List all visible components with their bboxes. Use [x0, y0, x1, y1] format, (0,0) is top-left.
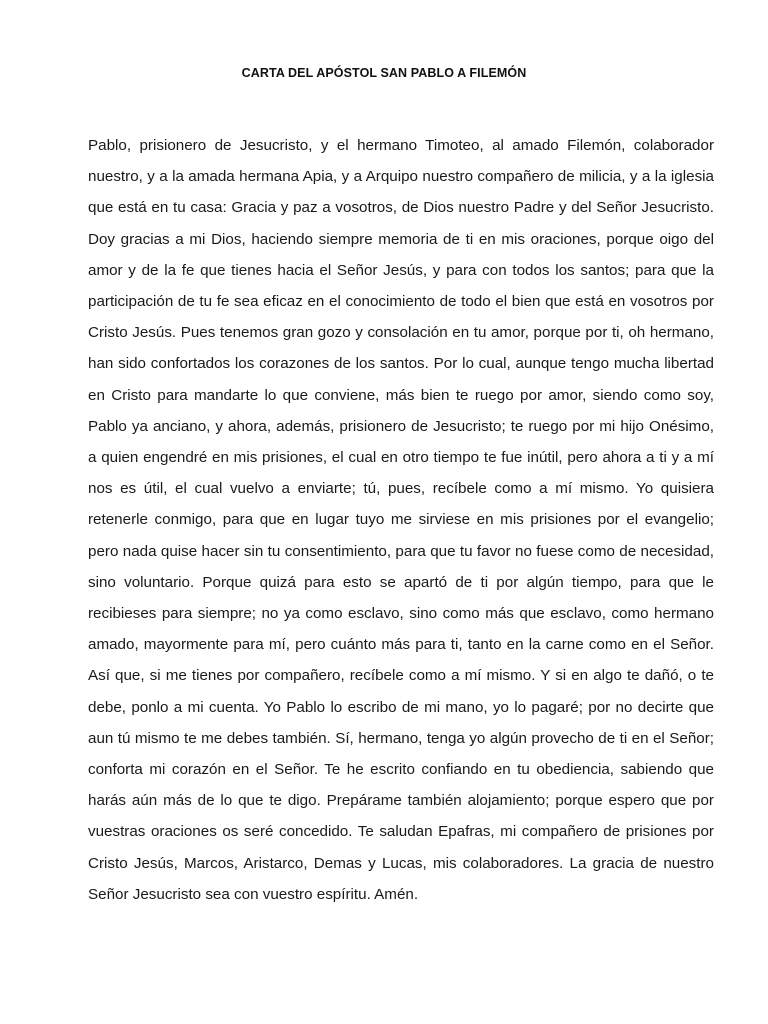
- document-body: Pablo, prisionero de Jesucristo, y el hermano Timoteo, al amado Filemón, colaborador nuestro, y a la amada hermana Apia, y a Arquipo nuestro compañero de milicia, y a la iglesia que está en tu casa: Gracia y paz a vosotros, de Dios nuestro Padre y del Señor Jesucristo. Doy gracias a mi Dios, haciendo siempre memoria de ti en mis oraciones, porque oigo del amor y de la fe que tienes hacia el Señor Jesús, y para con todos los santos; para que la participación de tu fe sea eficaz en el conocimiento de todo el bien que está en vosotros por Cristo Jesús. Pues tenemos gran gozo y consolación en tu amor, porque por ti, oh hermano, han sido confortados los corazones de los santos. Por lo cual, aunque tengo mucha libertad en Cristo para mandarte lo que conviene, más bien te ruego por amor, siendo como soy, Pablo ya anciano, y ahora, además, prisionero de Jesucristo; te ruego por mi hijo Onésimo, a quien engendré en mis prisiones, el cual en otro tiempo te fue inútil, pero ahora a ti y a mí nos es útil, el cual vuelvo a enviarte; tú, pues, recíbele como a mí mismo. Yo quisiera retenerle conmigo, para que en lugar tuyo me sirviese en mis prisiones por el evangelio; pero nada quise hacer sin tu consentimiento, para que tu favor no fuese como de necesidad, sino voluntario. Porque quizá para esto se apartó de ti por algún tiempo, para que le recibieses para siempre; no ya como esclavo, sino como más que esclavo, como hermano amado, mayormente para mí, pero cuánto más para ti, tanto en la carne como en el Señor. Así que, si me tienes por compañero, recíbele como a mí mismo. Y si en algo te dañó, o te debe, ponlo a mi cuenta. Yo Pablo lo escribo de mi mano, yo lo pagaré; por no decirte que aun tú mismo te me debes también. Sí, hermano, tenga yo algún provecho de ti en el Señor; conforta mi corazón en el Señor. Te he escrito confiando en tu obediencia, sabiendo que harás aún más de lo que te digo. Prepárame también alojamiento; porque espero que por vuestras oraciones os seré concedido. Te saludan Epafras, mi compañero de prisiones por Cristo Jesús, Marcos, Aristarco, Demas y Lucas, mis colaboradores. La gracia de nuestro Señor Jesucristo sea con vuestro espíritu. Amén.: [88, 137, 714, 903]
- document-title: CARTA DEL APÓSTOL SAN PABLO A FILEMÓN: [241, 66, 527, 80]
